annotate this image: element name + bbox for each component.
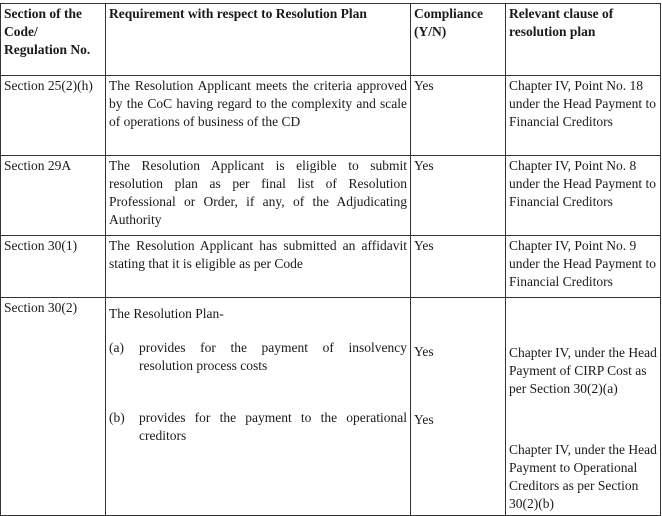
requirement-cell: The Resolution Applicant is eligible to submit resolution plan as per final list of Resolution Professional or Order, if any, of the Adjudicating Authority — [106, 156, 411, 236]
clause-cell: Chapter IV, Point No. 8 under the Head Payment to Financial Creditors — [506, 156, 661, 236]
table-row — [1, 76, 661, 156]
sub-item-text: provides for the payment to the operational creditors — [139, 410, 407, 443]
section-cell: Section 29A — [1, 156, 106, 236]
requirement-cell: The Resolution Applicant meets the criteria approved by the CoC having regard to the complexity and scale of operations of business of the CD — [106, 76, 411, 156]
sub-item-a — [109, 339, 407, 375]
clause-value: Chapter IV, under the Head Payment of CIRP Cost as per Section 30(2)(a) — [509, 345, 657, 396]
table-header-row — [1, 4, 661, 76]
section-cell: Section 25(2)(h) — [1, 76, 106, 156]
table-row — [1, 236, 661, 298]
clause-cell — [506, 298, 661, 516]
table-row — [1, 298, 661, 516]
requirement-cell — [106, 298, 411, 516]
compliance-cell: Yes — [411, 76, 506, 156]
header-requirement: Requirement with respect to Resolution Plan — [106, 4, 411, 76]
compliance-cell: Yes — [411, 156, 506, 236]
table-row — [1, 156, 661, 236]
compliance-cell: Yes — [411, 236, 506, 298]
header-clause: Relevant clause of resolution plan — [506, 4, 661, 76]
compliance-value: Yes — [414, 344, 434, 359]
header-section: Section of the Code/ Regulation No. — [1, 4, 106, 76]
sub-item-label: (b) — [109, 410, 125, 425]
sub-item-b — [109, 409, 407, 445]
requirement-intro: The Resolution Plan- — [109, 306, 224, 321]
sub-item-text: provides for the payment of insolvency resolution process costs — [139, 340, 407, 373]
sub-item-label: (a) — [109, 340, 124, 355]
compliance-value: Yes — [414, 412, 434, 427]
clause-cell: Chapter IV, Point No. 18 under the Head Payment to Financial Creditors — [506, 76, 661, 156]
header-compliance: Compliance (Y/N) — [411, 4, 506, 76]
section-cell: Section 30(1) — [1, 236, 106, 298]
clause-value: Chapter IV, under the Head Payment to Operational Creditors as per Section 30(2)(b) — [509, 442, 657, 511]
resolution-plan-compliance-table — [0, 3, 661, 516]
clause-cell: Chapter IV, Point No. 9 under the Head Payment to Financial Creditors — [506, 236, 661, 298]
section-cell: Section 30(2) — [1, 298, 106, 516]
requirement-cell: The Resolution Applicant has submitted an affidavit stating that it is eligible as per Code — [106, 236, 411, 298]
compliance-cell — [411, 298, 506, 516]
